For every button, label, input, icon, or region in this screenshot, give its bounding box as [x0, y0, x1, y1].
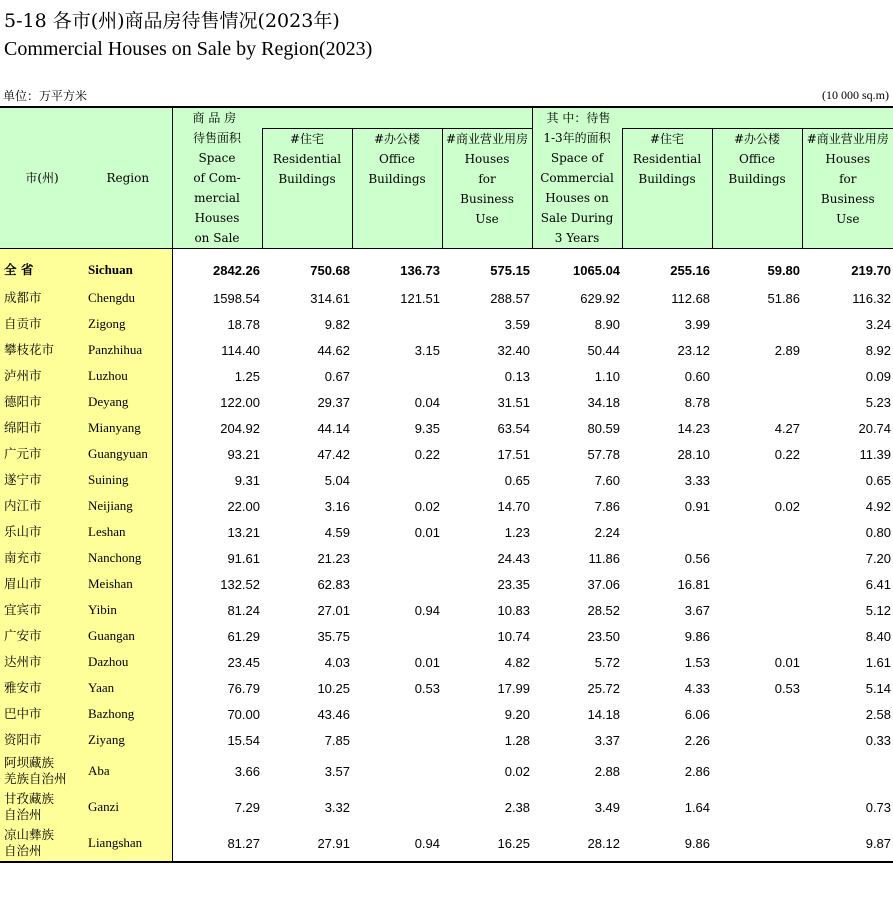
cell-value: 3.99 — [684, 316, 711, 332]
cell-city-cn: 广安市 — [0, 623, 84, 649]
cell-value: 629.92 — [580, 290, 621, 306]
unit-label-cn: 单位：万平方米 — [3, 89, 88, 103]
cell-value: 3.37 — [594, 732, 621, 748]
cell-value: 3.57 — [324, 763, 350, 779]
table-row — [0, 545, 893, 571]
table-row — [0, 727, 893, 753]
cell-value: 35.75 — [317, 628, 350, 644]
cell-value: 116.32 — [852, 290, 892, 306]
cell-value: 44.62 — [317, 342, 350, 358]
cell-value: 122.00 — [220, 394, 260, 410]
cell-value: 7.85 — [324, 732, 350, 748]
cell-city-cn: 甘孜藏族 自治州 — [0, 789, 84, 825]
cell-value: 0.80 — [865, 524, 892, 540]
cell-value: 0.53 — [414, 680, 440, 696]
cell-value: 18.78 — [227, 316, 260, 332]
table-row — [0, 753, 893, 789]
cell-value — [712, 623, 802, 649]
cell-value: 51.86 — [767, 290, 801, 306]
table-row — [0, 337, 893, 363]
cell-value: 3.15 — [414, 342, 440, 358]
cell-value: 9.86 — [684, 628, 711, 644]
cell-value: 255.16 — [670, 262, 711, 278]
cell-region-en: Guangan — [84, 623, 172, 649]
cell-value: 25.72 — [587, 680, 621, 696]
cell-value: 0.73 — [865, 799, 892, 815]
cell-value: 2.24 — [594, 524, 621, 540]
cell-value: 14.18 — [587, 706, 621, 722]
cell-value: 9.35 — [414, 420, 440, 436]
table-row — [0, 493, 893, 519]
cell-value: 5.12 — [865, 602, 892, 618]
cell-value: 1.64 — [684, 799, 711, 815]
cell-value: 0.02 — [504, 763, 531, 779]
cell-value: 4.92 — [865, 498, 892, 514]
table-row — [0, 597, 893, 623]
cell-value — [712, 545, 802, 571]
cell-region-en: Sichuan — [84, 249, 172, 286]
cell-value: 70.00 — [227, 706, 260, 722]
cell-value: 1.25 — [234, 368, 260, 384]
cell-value: 7.29 — [234, 799, 260, 815]
cell-value: 1.23 — [504, 524, 531, 540]
cell-value: 81.27 — [227, 835, 260, 851]
table-row — [0, 285, 893, 311]
cell-value: 9.86 — [684, 835, 711, 851]
table-title-cn: 5-18 各市(州)商品房待售情况(2023年) — [4, 10, 340, 32]
cell-value — [352, 571, 442, 597]
cell-value: 1.10 — [594, 368, 621, 384]
cell-region-en: Liangshan — [84, 825, 172, 862]
table-row — [0, 415, 893, 441]
cell-region-en: Panzhihua — [84, 337, 172, 363]
cell-value — [712, 727, 802, 753]
header-city-cn: 市(州) — [0, 107, 84, 249]
cell-value: 34.18 — [587, 394, 621, 410]
cell-value: 1.53 — [684, 654, 711, 670]
cell-value — [712, 701, 802, 727]
cell-city-cn: 内江市 — [0, 493, 84, 519]
cell-region-en: Meishan — [84, 571, 172, 597]
header-group-commercial: 商 品 房 — [172, 107, 262, 128]
cell-value: 0.02 — [774, 498, 801, 514]
cell-value — [352, 701, 442, 727]
cell-value: 17.99 — [497, 680, 531, 696]
cell-value: 11.39 — [859, 446, 892, 462]
cell-value: 0.33 — [865, 732, 892, 748]
cell-value: 15.54 — [227, 732, 260, 748]
cell-value: 8.90 — [594, 316, 621, 332]
cell-value: 28.52 — [587, 602, 621, 618]
cell-value: 3.33 — [684, 472, 711, 488]
cell-value: 2.38 — [504, 799, 531, 815]
cell-value: 76.79 — [227, 680, 260, 696]
cell-value: 314.61 — [310, 290, 350, 306]
cell-region-en: Guangyuan — [84, 441, 172, 467]
cell-value: 2.26 — [684, 732, 711, 748]
cell-value — [712, 753, 802, 789]
cell-value: 4.82 — [504, 654, 531, 670]
cell-value — [352, 311, 442, 337]
cell-value: 750.68 — [310, 262, 350, 278]
cell-value: 7.60 — [594, 472, 621, 488]
table-row — [0, 389, 893, 415]
cell-value — [622, 519, 712, 545]
cell-value: 8.92 — [865, 342, 892, 358]
cell-value: 22.00 — [227, 498, 260, 514]
cell-region-en: Dazhou — [84, 649, 172, 675]
cell-value: 204.92 — [220, 420, 260, 436]
cell-city-cn: 乐山市 — [0, 519, 84, 545]
cell-value: 50.44 — [587, 342, 621, 358]
cell-value: 5.04 — [324, 472, 350, 488]
cell-value: 114.40 — [221, 342, 260, 358]
cell-value: 3.49 — [594, 799, 621, 815]
cell-value: 6.41 — [865, 576, 892, 592]
cell-value: 1598.54 — [213, 290, 260, 306]
cell-value: 0.13 — [504, 368, 531, 384]
cell-value: 21.23 — [317, 550, 350, 566]
cell-value: 0.94 — [414, 835, 440, 851]
cell-city-cn: 雅安市 — [0, 675, 84, 701]
cell-value — [352, 727, 442, 753]
cell-value: 27.01 — [317, 602, 350, 618]
cell-value: 2.88 — [594, 763, 621, 779]
cell-region-en: Zigong — [84, 311, 172, 337]
cell-region-en: Yaan — [84, 675, 172, 701]
cell-city-cn: 广元市 — [0, 441, 84, 467]
cell-value: 61.29 — [227, 628, 260, 644]
table-row — [0, 825, 893, 862]
cell-value: 28.12 — [587, 835, 621, 851]
cell-value: 3.59 — [504, 316, 531, 332]
cell-value: 24.43 — [497, 550, 531, 566]
cell-value: 28.10 — [677, 446, 711, 462]
cell-value: 0.94 — [414, 602, 440, 618]
cell-value: 10.83 — [497, 602, 531, 618]
cell-city-cn: 全 省 — [0, 249, 84, 286]
table-row — [0, 623, 893, 649]
header-office-3y: #办公楼 Office Buildings — [712, 128, 802, 249]
cell-city-cn: 绵阳市 — [0, 415, 84, 441]
cell-value: 0.22 — [774, 446, 801, 462]
cell-city-cn: 成都市 — [0, 285, 84, 311]
cell-value: 121.51 — [400, 290, 440, 306]
cell-region-en: Neijiang — [84, 493, 172, 519]
cell-region-en: Deyang — [84, 389, 172, 415]
cell-value: 0.09 — [865, 368, 892, 384]
cell-value: 3.67 — [684, 602, 711, 618]
cell-value: 14.70 — [497, 498, 531, 514]
cell-value: 8.78 — [684, 394, 711, 410]
cell-value: 1.28 — [504, 732, 531, 748]
cell-value — [352, 467, 442, 493]
cell-region-en: Mianyang — [84, 415, 172, 441]
cell-value: 23.50 — [587, 628, 621, 644]
cell-value: 2.89 — [774, 342, 801, 358]
cell-value — [352, 753, 442, 789]
cell-value: 11.86 — [588, 550, 621, 566]
cell-value: 3.24 — [865, 316, 892, 332]
cell-value: 10.25 — [317, 680, 350, 696]
header-space-3years: 1-3年的面积 Space of Commercial Houses on Sale During 3 Years — [532, 128, 622, 249]
cell-value: 1.61 — [865, 654, 892, 670]
cell-value — [352, 789, 442, 825]
cell-region-en: Nanchong — [84, 545, 172, 571]
cell-value: 5.14 — [865, 680, 892, 696]
cell-region-en: Ganzi — [84, 789, 172, 825]
cell-value: 6.06 — [684, 706, 711, 722]
cell-value: 93.21 — [227, 446, 260, 462]
table-row — [0, 467, 893, 493]
cell-value: 0.02 — [414, 498, 440, 514]
cell-value: 4.59 — [324, 524, 350, 540]
cell-value: 0.01 — [414, 524, 440, 540]
cell-value: 219.70 — [851, 262, 892, 278]
table-row-total — [0, 249, 893, 286]
table-row — [0, 441, 893, 467]
cell-value — [712, 389, 802, 415]
cell-value: 7.86 — [594, 498, 621, 514]
cell-value: 14.23 — [677, 420, 711, 436]
cell-value: 91.61 — [227, 550, 260, 566]
cell-value: 0.04 — [414, 394, 440, 410]
cell-value: 81.24 — [227, 602, 260, 618]
cell-value — [712, 519, 802, 545]
cell-value: 43.46 — [317, 706, 350, 722]
cell-value — [352, 545, 442, 571]
unit-label-en: (10 000 sq.m) — [822, 88, 889, 102]
header-group-among: 其 中：待售 — [532, 107, 622, 128]
table-row — [0, 519, 893, 545]
cell-value: 0.60 — [684, 368, 711, 384]
cell-value: 16.25 — [497, 835, 531, 851]
cell-value: 3.32 — [324, 799, 350, 815]
header-spacer — [622, 107, 893, 128]
cell-city-cn: 自贡市 — [0, 311, 84, 337]
cell-value: 3.66 — [234, 763, 260, 779]
cell-region-en: Yibin — [84, 597, 172, 623]
cell-city-cn: 凉山彝族 自治州 — [0, 825, 84, 862]
cell-value: 9.31 — [234, 472, 260, 488]
cell-region-en: Ziyang — [84, 727, 172, 753]
cell-value: 112.68 — [671, 290, 711, 306]
cell-value: 23.45 — [227, 654, 260, 670]
cell-value: 63.54 — [497, 420, 531, 436]
table-row — [0, 675, 893, 701]
cell-value: 2.86 — [684, 763, 711, 779]
header-residential-3y: #住宅 Residential Buildings — [622, 128, 712, 249]
cell-value: 0.65 — [865, 472, 892, 488]
header-business-3y: #商业营业用房 Houses for Business Use — [802, 128, 893, 249]
cell-value: 62.83 — [317, 576, 350, 592]
table-body — [0, 249, 893, 863]
cell-value: 0.56 — [684, 550, 711, 566]
table-row — [0, 311, 893, 337]
header-spacer — [262, 107, 532, 128]
statistics-table — [0, 106, 893, 863]
cell-value: 13.21 — [227, 524, 260, 540]
cell-value: 2.58 — [865, 706, 892, 722]
cell-value: 10.74 — [497, 628, 531, 644]
cell-value: 136.73 — [400, 262, 440, 278]
cell-value: 4.27 — [774, 420, 801, 436]
cell-value: 20.74 — [858, 420, 892, 436]
cell-value: 0.53 — [774, 680, 801, 696]
cell-city-cn: 宜宾市 — [0, 597, 84, 623]
cell-value: 288.57 — [490, 290, 531, 306]
cell-value — [352, 363, 442, 389]
cell-value: 37.06 — [587, 576, 621, 592]
cell-value: 57.78 — [587, 446, 621, 462]
cell-value: 4.33 — [684, 680, 711, 696]
cell-value — [712, 597, 802, 623]
cell-value: 7.20 — [865, 550, 892, 566]
cell-value — [712, 311, 802, 337]
cell-value: 132.52 — [220, 576, 260, 592]
cell-city-cn: 遂宁市 — [0, 467, 84, 493]
cell-city-cn: 阿坝藏族 羌族自治州 — [0, 753, 84, 789]
cell-value: 23.12 — [677, 342, 711, 358]
cell-value: 17.51 — [497, 446, 531, 462]
cell-value — [712, 571, 802, 597]
cell-region-en: Leshan — [84, 519, 172, 545]
cell-value — [712, 363, 802, 389]
header-space-on-sale: 待售面积 Space of Com- mercial Houses on Sale — [172, 128, 262, 249]
cell-region-en: Aba — [84, 753, 172, 789]
cell-value: 0.67 — [324, 368, 350, 384]
cell-value: 575.15 — [490, 262, 531, 278]
header-business: #商业营业用房 Houses for Business Use — [442, 128, 532, 249]
cell-value: 0.65 — [504, 472, 531, 488]
cell-city-cn: 眉山市 — [0, 571, 84, 597]
cell-city-cn: 攀枝花市 — [0, 337, 84, 363]
cell-region-en: Bazhong — [84, 701, 172, 727]
cell-region-en: Suining — [84, 467, 172, 493]
table-row — [0, 571, 893, 597]
cell-value — [802, 753, 893, 789]
cell-value: 8.40 — [865, 628, 892, 644]
cell-value: 3.16 — [324, 498, 350, 514]
cell-value: 9.20 — [504, 706, 531, 722]
cell-value — [352, 623, 442, 649]
cell-value: 0.22 — [414, 446, 440, 462]
cell-value: 9.87 — [865, 835, 892, 851]
cell-value: 29.37 — [317, 394, 350, 410]
cell-value: 5.72 — [594, 654, 621, 670]
table-row — [0, 789, 893, 825]
cell-city-cn: 资阳市 — [0, 727, 84, 753]
cell-city-cn: 德阳市 — [0, 389, 84, 415]
cell-value: 5.23 — [865, 394, 892, 410]
cell-value: 59.80 — [767, 262, 801, 278]
cell-value: 0.01 — [774, 654, 801, 670]
cell-value: 23.35 — [497, 576, 531, 592]
header-office: #办公楼 Office Buildings — [352, 128, 442, 249]
table-row — [0, 649, 893, 675]
cell-value: 2842.26 — [213, 262, 260, 278]
cell-region-en: Luzhou — [84, 363, 172, 389]
header-residential: #住宅 Residential Buildings — [262, 128, 352, 249]
cell-value: 0.01 — [414, 654, 440, 670]
cell-value: 1065.04 — [573, 262, 621, 278]
cell-city-cn: 达州市 — [0, 649, 84, 675]
cell-value: 27.91 — [317, 835, 350, 851]
cell-region-en: Chengdu — [84, 285, 172, 311]
cell-value — [712, 825, 802, 862]
cell-value: 4.03 — [324, 654, 350, 670]
cell-value: 32.40 — [497, 342, 531, 358]
cell-city-cn: 泸州市 — [0, 363, 84, 389]
table-row — [0, 701, 893, 727]
cell-value: 47.42 — [317, 446, 350, 462]
table-title-en: Commercial Houses on Sale by Region(2023) — [4, 38, 373, 60]
cell-value — [712, 467, 802, 493]
header-region-en: Region — [84, 107, 172, 249]
cell-value: 80.59 — [587, 420, 621, 436]
cell-value: 31.51 — [497, 394, 531, 410]
cell-city-cn: 巴中市 — [0, 701, 84, 727]
cell-value: 44.14 — [317, 420, 350, 436]
cell-value: 9.82 — [324, 316, 350, 332]
cell-value: 0.91 — [684, 498, 711, 514]
table-row — [0, 363, 893, 389]
cell-value: 16.81 — [677, 576, 711, 592]
cell-city-cn: 南充市 — [0, 545, 84, 571]
cell-value — [712, 789, 802, 825]
